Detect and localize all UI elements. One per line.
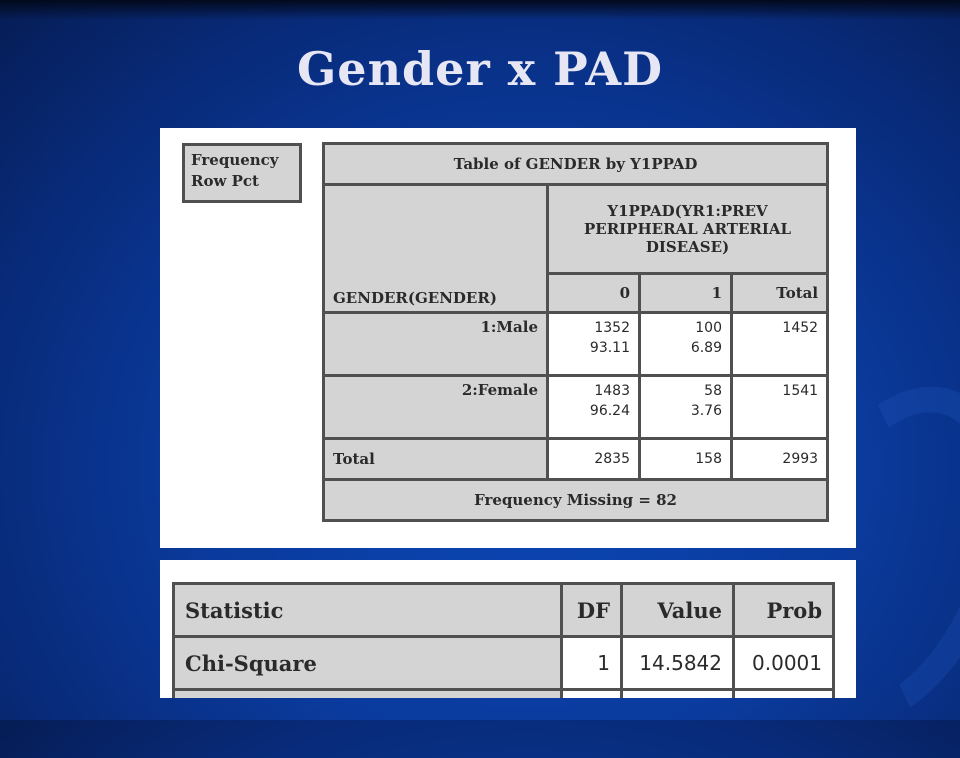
pct-value: 96.24	[589, 403, 630, 420]
freq-value: 58	[704, 383, 722, 400]
cell-contents-legend	[182, 143, 302, 203]
stat-df-cutoff	[562, 690, 622, 699]
cell-grand-total: 2993	[732, 439, 828, 480]
freq-value: 1352	[594, 320, 630, 337]
row-variable-label: GENDER(GENDER)	[324, 184, 548, 312]
statistics-table	[172, 582, 835, 698]
row-label-total: Total	[324, 439, 548, 480]
stat-name: Chi-Square	[174, 637, 562, 690]
frequency-missing-footer: Frequency Missing = 82	[324, 480, 828, 521]
freq-value: 1541	[782, 383, 819, 400]
slide-title: Gender x PAD	[297, 42, 663, 96]
pct-value: 93.11	[589, 340, 630, 357]
table-row	[174, 637, 834, 690]
cell-female-total	[732, 376, 828, 439]
column-variable-label: Y1PPAD(YR1:PREV PERIPHERAL ARTERIAL DISEASE)	[548, 184, 828, 274]
stat-value-cutoff	[622, 690, 734, 699]
pct-value: 6.89	[690, 340, 722, 357]
legend-frequency: Frequency	[191, 151, 279, 169]
table-row	[324, 376, 828, 439]
stat-prob: 0.0001	[734, 637, 834, 690]
freq-value: 1483	[594, 383, 630, 400]
stat-header-value: Value	[622, 584, 734, 637]
cell-female-0	[548, 376, 640, 439]
freq-value: 100	[695, 320, 722, 337]
cell-total-1: 158	[640, 439, 732, 480]
table-row	[324, 313, 828, 376]
crosstab-table	[322, 142, 829, 522]
cell-male-0	[548, 313, 640, 376]
legend-row-pct: Row Pct	[191, 172, 259, 190]
pct-value: 3.76	[690, 403, 722, 420]
cell-female-1	[640, 376, 732, 439]
col-header-1: 1	[640, 274, 732, 313]
col-header-0: 0	[548, 274, 640, 313]
stat-header-prob: Prob	[734, 584, 834, 637]
table-row-total	[324, 439, 828, 480]
stat-header-statistic: Statistic	[174, 584, 562, 637]
row-label-female: 2:Female	[324, 376, 548, 439]
cell-total-0: 2835	[548, 439, 640, 480]
statistics-panel	[160, 560, 856, 698]
cell-male-total	[732, 313, 828, 376]
stat-prob-cutoff	[734, 690, 834, 699]
crosstab-title: Table of GENDER by Y1PPAD	[324, 144, 828, 185]
stat-value: 14.5842	[622, 637, 734, 690]
cell-male-1	[640, 313, 732, 376]
row-label-male: 1:Male	[324, 313, 548, 376]
freq-value: 1452	[782, 320, 819, 337]
col-header-total: Total	[732, 274, 828, 313]
stat-name-cutoff	[174, 690, 562, 699]
crosstab-panel	[160, 128, 856, 548]
table-row-cutoff	[174, 690, 834, 699]
stat-df: 1	[562, 637, 622, 690]
top-shadow-band	[0, 0, 960, 20]
stat-header-df: DF	[562, 584, 622, 637]
